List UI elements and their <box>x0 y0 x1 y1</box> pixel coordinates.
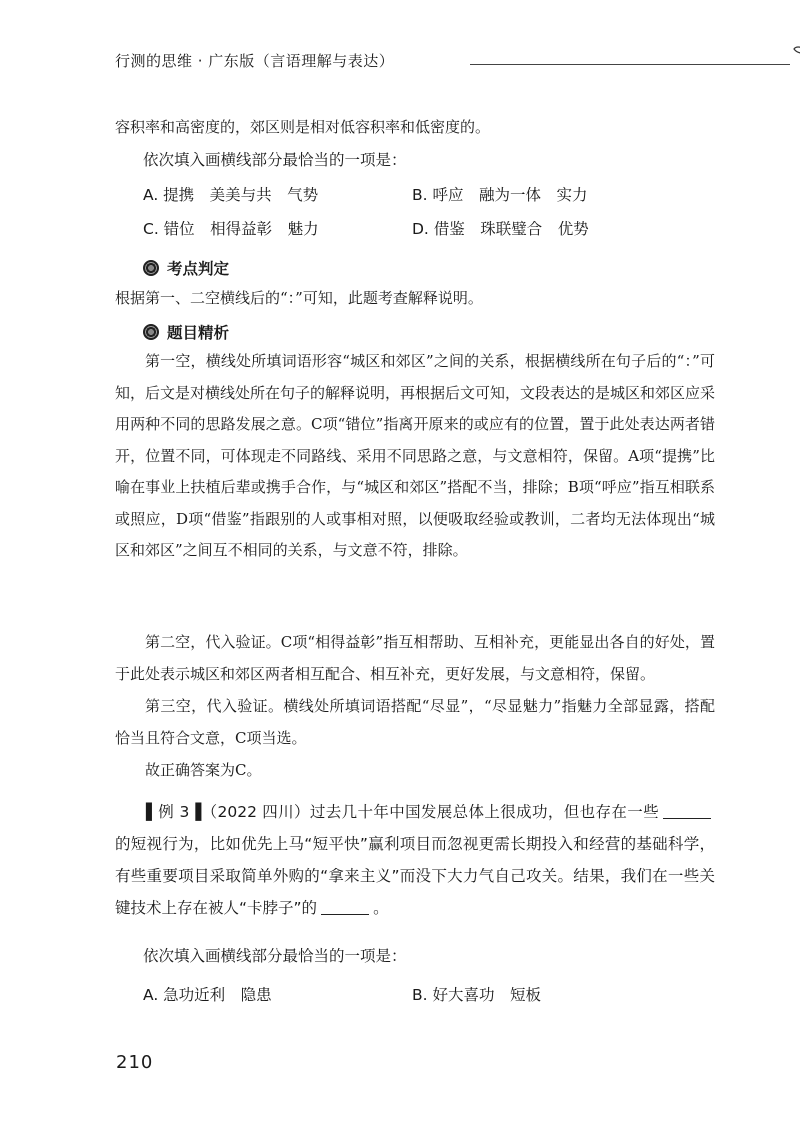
example-3 <box>115 796 715 924</box>
example-part-1: （2022 四川）过去几十年中国发展总体上很成功，但也存在一些 <box>201 803 659 821</box>
example-part-3: 。 <box>373 899 389 917</box>
section-jingxi-title: 题目精析 <box>167 324 230 342</box>
analysis-paragraph-1: 第一空，横线处所填词语形容“城区和郊区”之间的关系，根据横线所在句子后的“：”可知，后文是对横线处所在句子的解释说明，再根据后文可知，文段表达的是城区和郊区应采用两种不同的思路发展之意。C项“错位”指离开原来的或应有的位置，置于此处表达两者错开，位置不同，可体现走不同路线、采用不同思路之意，与文意相符，保留。A项“提携”比喻在事业上扶植后辈或携手合作，与“城区和郊区”搭配不当，排除；B项“呼应”指互相联系或照应，D项“借鉴”指跟别的人或事相对照，以便吸取经验或教训，二者均无法体现出“城区和郊区”之间互不相同的关系，与文意不符，排除。 <box>115 352 716 559</box>
q3-prompt: 依次填入画横线部分最恰当的一项是： <box>143 947 407 965</box>
page-number: 210 <box>116 1052 154 1073</box>
q3-option-b: B. 好大喜功 短板 <box>412 986 541 1004</box>
example-label-open: ▌ <box>146 803 158 821</box>
q1-option-a: A. 提携 美美与共 气势 <box>143 186 319 204</box>
analysis-paragraph-2: 第二空，代入验证。C项“相得益彰”指互相帮助、互相补充，更能显出各自的好处，置于此处表示城区和郊区两者相互配合、相互补充，更好发展，与文意相符，保留。 <box>115 633 715 683</box>
header-title: 行测的思维 · 广东版（言语理解与表达） <box>115 52 395 70</box>
q1-option-b: B. 呼应 融为一体 实力 <box>412 186 588 204</box>
header-rule <box>470 64 790 65</box>
q1-option-c: C. 错位 相得益彰 魅力 <box>143 220 319 238</box>
blank-line <box>663 802 711 819</box>
section-jingxi <box>143 321 229 343</box>
continued-line: 容积率和高密度的，郊区则是相对低容积率和低密度的。 <box>115 118 491 136</box>
example-part-2: 的短视行为，比如优先上马“短平快”赢利项目而忽视更需长期投入和经营的基础科学，有些重要项目采取简单外购的“拿来主义”而没下大力气自己攻关。结果，我们在一些关键技术上存在被人“卡脖子”的 <box>115 835 715 917</box>
running-header <box>115 50 715 74</box>
answer-line: 故正确答案为C。 <box>145 761 262 779</box>
example-label-close: ▐ <box>189 803 202 821</box>
sprout-icon <box>791 40 800 68</box>
section-kaodian <box>143 257 229 279</box>
blank-line <box>321 898 369 915</box>
section-icon <box>143 260 159 276</box>
section-kaodian-title: 考点判定 <box>167 260 230 278</box>
q1-prompt: 依次填入画横线部分最恰当的一项是： <box>143 151 407 169</box>
analysis-paragraph-3: 第三空，代入验证。横线处所填词语搭配“尽显”，“尽显魅力”指魅力全部显露，搭配恰当且符合文意，C项当选。 <box>115 697 715 747</box>
section-icon <box>143 324 159 340</box>
q1-option-d: D. 借鉴 珠联璧合 优势 <box>412 220 589 238</box>
example-label: 例 3 <box>157 803 190 821</box>
q3-option-a: A. 急功近利 隐患 <box>143 986 272 1004</box>
section-kaodian-body: 根据第一、二空横线后的“：”可知，此题考查解释说明。 <box>115 289 483 307</box>
